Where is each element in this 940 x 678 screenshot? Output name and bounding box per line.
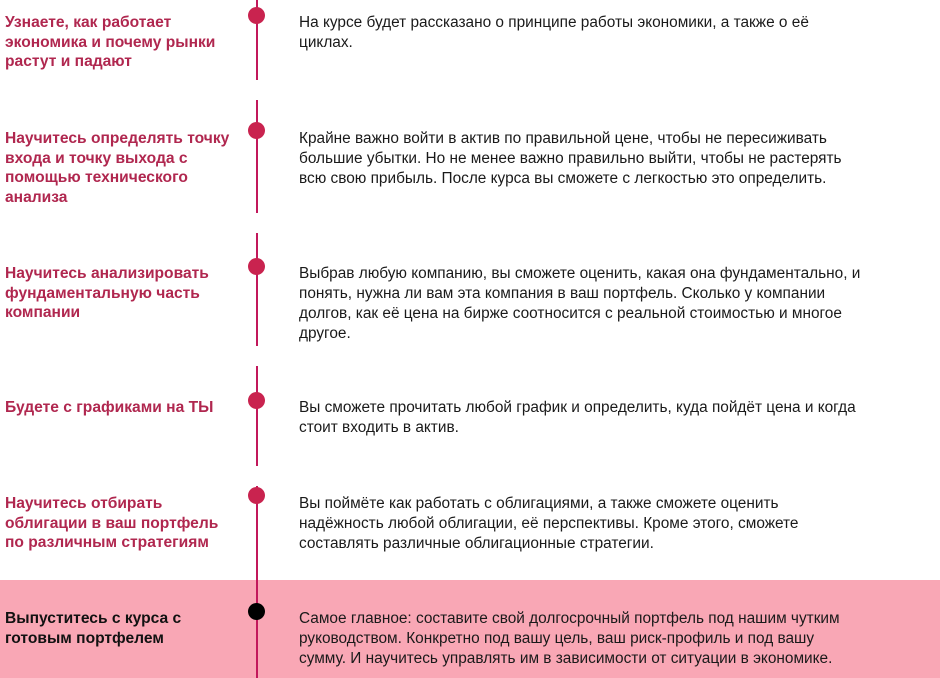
heading-line: по различным стратегиям [5,534,209,551]
item-heading [5,494,243,553]
item-heading [5,13,243,72]
heading-line: облигации в ваш портфель [5,514,219,532]
description-line: надёжность любой облигации, её перспективы. Кроме этого, сможете [299,515,799,532]
description-line: циклах. [299,34,353,51]
heading-line: Выпуститесь с курса с [5,610,182,627]
timeline-dot [248,122,265,139]
item-description [299,609,940,669]
timeline-line [256,233,258,346]
heading-line: компании [5,304,81,321]
description-line: большие убытки. Но не менее важно правильно выйти, чтобы не растерять [299,150,842,167]
description-line: Крайне важно войти в актив по правильной цене, чтобы не пересиживать [299,130,827,147]
heading-line: Узнаете, как работает [5,14,172,31]
description-line: сумму. И научитесь управлять им в зависимости от ситуации в экономике. [299,650,833,667]
description-line: долгов, как её цена на бирже соотносится с реальной стоимостью и многое [299,305,842,322]
description-line: Самое главное: составите свой долгосрочный портфель под нашим чутким [299,610,840,627]
item-heading [5,129,243,207]
item-heading [5,264,243,323]
description-line: составлять различные облигационные стратегии. [299,535,654,552]
item-heading [5,398,243,418]
item-description [299,129,940,189]
item-heading [5,609,243,648]
description-line: стоит входить в актив. [299,419,459,436]
heading-line: готовым портфелем [5,629,164,647]
description-line: Выбрав любую компанию, вы сможете оценить, какая она фундаментально, и [299,265,861,282]
description-line: Вы поймёте как работать с облигациями, а также сможете оценить [299,495,779,512]
timeline-dot [248,258,265,275]
item-description [299,13,940,53]
heading-line: входа и точку выхода с [5,149,188,167]
heading-line: Будете с графиками на ТЫ [5,399,214,416]
description-line: руководством. Конкретно под вашу цель, ваш риск-профиль и под вашу [299,630,815,647]
timeline-dot [248,392,265,409]
item-description [299,494,940,554]
item-description [299,398,940,438]
timeline-dot [248,487,265,504]
heading-line: экономика и почему рынки [5,33,216,51]
heading-line: Научитесь определять точку [5,130,230,147]
timeline-dot [248,7,265,24]
description-line: понять, нужна ли вам эта компания в ваш портфель. Сколько у компании [299,285,826,302]
heading-line: растут и падают [5,53,132,70]
heading-line: Научитесь отбирать [5,495,163,512]
description-line: всю свою прибыль. После курса вы сможете с легкостью это определить. [299,170,827,187]
heading-line: Научитесь анализировать [5,265,209,282]
description-line: Вы сможете прочитать любой график и определить, куда пойдёт цена и когда [299,399,856,416]
heading-line: анализа [5,188,68,206]
item-description [299,264,940,344]
description-line: другое. [299,325,351,342]
timeline-line [256,366,258,466]
heading-line: фундаментальную часть [5,284,200,302]
timeline-line [256,100,258,213]
description-line: На курсе будет рассказано о принципе работы экономики, а также о её [299,14,809,31]
timeline-line [256,486,258,678]
heading-line: помощью технического [5,169,188,186]
timeline-dot-final [248,603,265,620]
